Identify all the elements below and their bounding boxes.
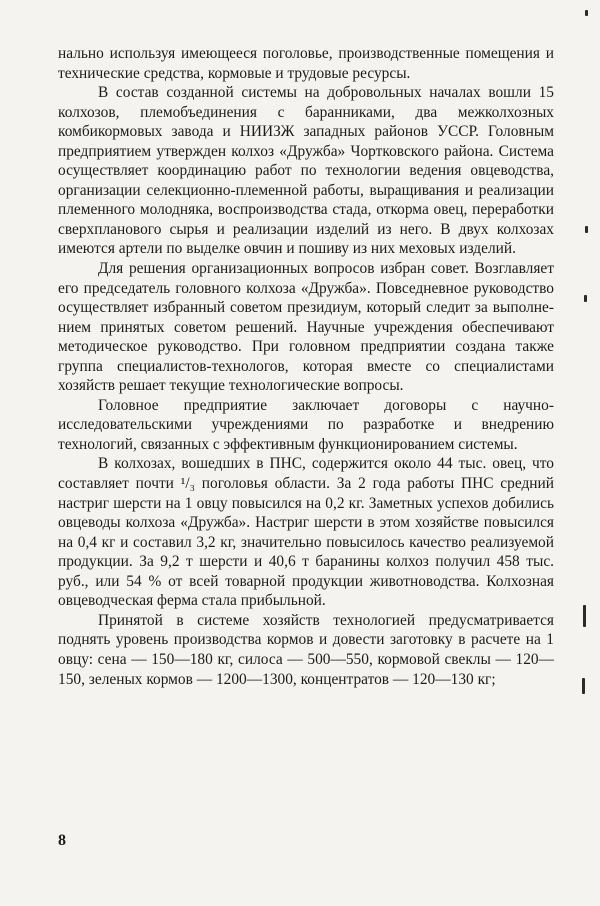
paragraph: Принятой в системе хозяйств технологией предусматривается поднять уровень производства кормов и довести заготовку в расчете на 1 овцу: сена — 150—180 кг, силоса — 500—550, кормовой свеклы — 120—150, зеленых кормов — 1200—1300, концентратов — 120—130 кг;: [58, 611, 554, 688]
scan-speck-mark: [585, 10, 588, 16]
paragraph: Головное предприятие заключает договоры с научноисследовательскими учреждениями по разработке и внедрению технологий, связанных с эффективным функционированием системы.: [58, 396, 554, 453]
paragraph: Для решения организационных вопросов избран совет. Возглавляет его председатель головного колхоза «Дружба». Повседневное руководство осуществляет избранный советом президиум, который следит за выполнением принятых советом решений. Научные учреждения обеспечивают методическое руководство. При головном предприятии создана также группа специалистов-технологов, которая вместе со специалистами хозяйств решает текущие технологические вопросы.: [58, 260, 554, 395]
page-number: 8: [58, 832, 66, 849]
body-text: [58, 44, 554, 689]
scan-speck-mark: [584, 295, 587, 302]
paragraph: В состав созданной системы на добровольных началах вошли 15 колхозов, племобъединения с баранниками, два межколхозных комбикормовых завода и НИИЗЖ западных районов УССР. Головным предприятием утвержден колхоз «Дружба» Чортковского района. Система осуществляет координацию работ по технологии ведения овцеводства, организации селекционно-племенной работы, выращивания и реализации племенного молодняка, воспроизводства стада, откорма овец, переработки сверхпланового сырья и реализации изделий из него. В двух колхозах имеются артели по выделке овчин и пошиву из них меховых изделий.: [58, 84, 554, 258]
scan-speck-mark: [582, 678, 585, 694]
scan-speck-mark: [585, 226, 588, 233]
paragraph-continuation: нально используя имеющееся поголовье, производственные помещения и технические средства, кормовые и трудовые ресурсы.: [58, 45, 554, 82]
scan-speck-mark: [583, 605, 586, 627]
paragraph: В колхозах, вошедших в ПНС, содержится около 44 тыс. овец, что составляет почти ¹/₃ поголовья области. За 2 года работы ПНС средний настриг шерсти на 1 овцу повысился на 0,2 кг. Заметных успехов добились овцеводы колхоза «Дружба». Настриг шерсти в этом хозяйстве повысился на 0,4 кг и составил 3,2 кг, значительно повысилось качество реализуемой продукции. За 9,2 т шерсти и 40,6 т баранины колхоз получил 458 тыс. руб., или 54 % от всей товарной продукции животноводства. Колхозная овцеводческая ферма стала прибыльной.: [58, 455, 554, 610]
